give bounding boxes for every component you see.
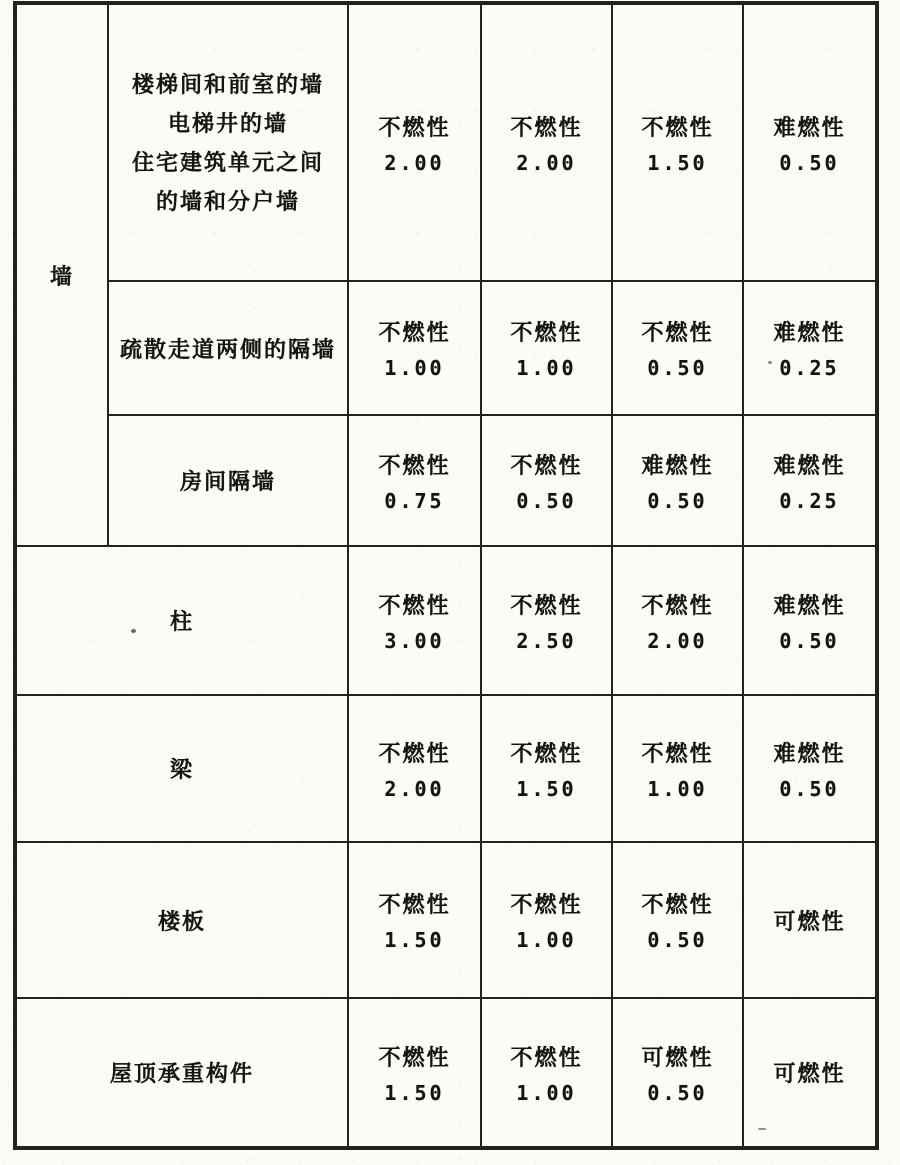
rating-value: 不燃性 [378, 452, 451, 478]
row-label: 柱 [169, 609, 194, 634]
rating-value: 不燃性 [378, 592, 451, 618]
hours-value: 1.50 [647, 150, 708, 175]
row-label-cell [15, 998, 348, 1148]
hours-value: 2.00 [384, 150, 445, 175]
data-cell [743, 842, 877, 998]
hours-value: 1.50 [516, 776, 577, 801]
data-cell [481, 842, 612, 998]
rating-value: 不燃性 [641, 320, 714, 345]
row-label-cell [15, 546, 348, 695]
table-row [15, 546, 877, 695]
data-cell [612, 415, 743, 546]
rating-value: 不燃性 [510, 452, 583, 478]
hours-value: 1.50 [384, 1080, 445, 1105]
rating-value: 不燃性 [378, 1044, 451, 1070]
rating-value: 可燃性 [773, 1061, 846, 1086]
rating-value: 不燃性 [641, 740, 714, 766]
data-cell [743, 281, 877, 415]
hours-value: 0.50 [779, 628, 840, 653]
hours-value: 2.00 [647, 628, 708, 653]
data-cell [348, 281, 481, 415]
data-cell [612, 546, 743, 695]
hours-value: 2.50 [516, 628, 577, 653]
data-cell [481, 546, 612, 695]
rating-value: 难燃性 [773, 592, 846, 618]
row-label-line: 的墙和分户墙 [155, 188, 300, 214]
data-cell [348, 842, 481, 998]
rating-value: 难燃性 [773, 320, 846, 345]
hours-value: 0.25 [779, 356, 840, 380]
data-cell [348, 998, 481, 1148]
rating-value: 不燃性 [510, 892, 583, 917]
rating-value: 难燃性 [773, 740, 846, 766]
hours-value: 2.00 [516, 150, 577, 175]
row-label-line: 楼梯间和前室的墙 [131, 71, 324, 97]
data-cell [612, 695, 743, 842]
row-label-cell [15, 842, 348, 998]
row-label-cell [15, 695, 348, 842]
data-cell [481, 415, 612, 546]
row-label: 房间隔墙 [179, 469, 276, 494]
wall-group-cell [15, 3, 108, 546]
data-cell [612, 3, 743, 281]
row-label-line: 住宅建筑单元之间 [131, 149, 324, 175]
data-cell [481, 695, 612, 842]
hours-value: 2.00 [384, 776, 445, 801]
rating-value: 不燃性 [378, 892, 451, 917]
hours-value: 0.50 [516, 488, 577, 513]
table-row [15, 415, 877, 546]
hours-value: 1.50 [384, 928, 445, 952]
hours-value: 1.00 [516, 1080, 577, 1105]
rating-value: 不燃性 [641, 592, 714, 618]
hours-value: 0.75 [384, 488, 445, 513]
rating-value: 不燃性 [510, 320, 583, 345]
table-row [15, 695, 877, 842]
row-label: 楼板 [157, 908, 206, 934]
row-label: 疏散走道两侧的隔墙 [119, 336, 336, 362]
data-cell [743, 3, 877, 281]
hours-value: 1.00 [384, 356, 445, 380]
row-label-cell [108, 281, 348, 415]
rating-value: 不燃性 [378, 740, 451, 766]
row-label: 屋顶承重构件 [109, 1061, 254, 1086]
rating-value: 不燃性 [510, 1044, 583, 1070]
rating-value: 难燃性 [773, 114, 846, 140]
hours-value: 0.50 [779, 776, 840, 801]
ink-speck [768, 361, 772, 364]
row-label: 梁 [169, 757, 194, 782]
hours-value: 3.00 [384, 628, 445, 653]
data-cell [348, 415, 481, 546]
data-cell [743, 415, 877, 546]
fire-resistance-table [13, 1, 879, 1150]
row-label-cell [108, 3, 348, 281]
wall-group-label: 墙 [49, 263, 74, 289]
rating-value: 不燃性 [378, 320, 451, 345]
data-cell [348, 3, 481, 281]
rating-value: 难燃性 [773, 452, 846, 478]
rating-value: 不燃性 [510, 114, 583, 140]
data-cell [348, 546, 481, 695]
hours-value: 0.50 [779, 150, 840, 175]
hours-value: 1.00 [516, 356, 577, 380]
hours-value: 0.50 [647, 928, 708, 952]
rating-value: 可燃性 [641, 1044, 714, 1070]
table-row [15, 998, 877, 1148]
table-row [15, 281, 877, 415]
table-row [15, 3, 877, 281]
rating-value: 不燃性 [641, 114, 714, 140]
hours-value: 1.00 [647, 776, 708, 801]
data-cell [481, 998, 612, 1148]
hours-value: 0.50 [647, 488, 708, 513]
data-cell [743, 695, 877, 842]
data-cell [743, 546, 877, 695]
data-cell [481, 3, 612, 281]
ink-speck [131, 629, 136, 633]
rating-value: 难燃性 [641, 452, 714, 478]
data-cell [612, 842, 743, 998]
data-cell [612, 281, 743, 415]
hours-value: 0.25 [779, 488, 840, 513]
row-label-cell [108, 415, 348, 546]
rating-value: 可燃性 [773, 908, 846, 934]
rating-value: 不燃性 [378, 114, 451, 140]
data-cell [612, 998, 743, 1148]
rating-value: 不燃性 [510, 740, 583, 766]
rating-value: 不燃性 [510, 592, 583, 618]
hours-value: 0.50 [647, 356, 708, 380]
ink-speck [758, 1128, 766, 1130]
table-row [15, 842, 877, 998]
data-cell [348, 695, 481, 842]
rating-value: 不燃性 [641, 892, 714, 917]
data-cell [481, 281, 612, 415]
hours-value: 0.50 [647, 1080, 708, 1105]
data-cell [743, 998, 877, 1148]
row-label-line: 电梯井的墙 [167, 110, 288, 136]
hours-value: 1.00 [516, 928, 577, 952]
